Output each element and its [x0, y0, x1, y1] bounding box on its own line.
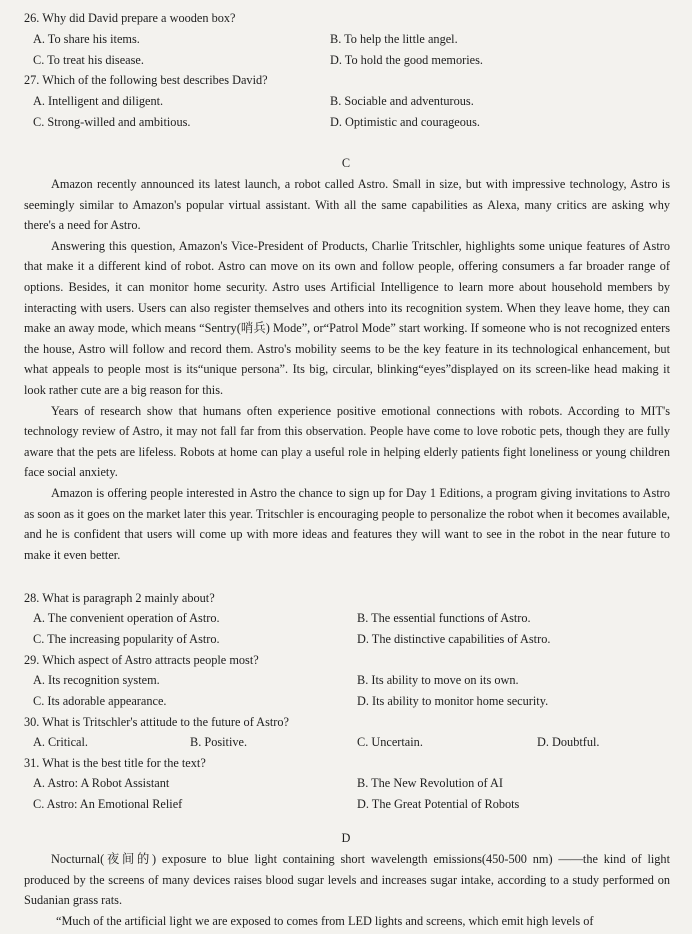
question-29: 29. Which aspect of Astro attracts people most?	[24, 653, 259, 667]
q29-option-d: D. Its ability to monitor home security.	[357, 694, 549, 708]
q29-option-c: C. Its adorable appearance.	[33, 694, 167, 708]
q27-option-c: C. Strong-willed and ambitious.	[33, 115, 191, 129]
q26-option-a: A. To share his items.	[33, 32, 140, 46]
section-c-passage	[24, 174, 670, 565]
q27-option-a: A. Intelligent and diligent.	[33, 94, 164, 108]
q27-option-d: D. Optimistic and courageous.	[330, 115, 480, 129]
section-c-paragraph-4: Amazon is offering people interested in Astro the chance to sign up for Day 1 Editions, a program giving invitations to Astro as soon as it goes on the market later this year. Tritschler is encouraging people to personalize the robot when it becomes available, and he is confident that users will come up with more ideas and features they will want to see in the robot in the near future to make it even better.	[24, 485, 670, 562]
q27-option-b: B. Sociable and adventurous.	[330, 94, 474, 108]
q29-option-b: B. Its ability to move on its own.	[357, 673, 519, 687]
section-c-paragraph-1: Amazon recently announced its latest launch, a robot called Astro. Small in size, but with impressive technology, Astro is seemingly similar to Amazon's popular virtual assistant. With all the same capabilities as Alexa, many critics are asking why there's a need for Astro.	[24, 177, 670, 233]
section-d-heading: D	[341, 831, 351, 845]
q26-option-d: D. To hold the good memories.	[330, 53, 483, 67]
question-31: 31. What is the best title for the text?	[24, 756, 206, 770]
q31-option-b: B. The New Revolution of AI	[357, 776, 503, 790]
q29-option-a: A. Its recognition system.	[33, 673, 160, 687]
q31-option-d: D. The Great Potential of Robots	[357, 797, 520, 811]
q30-option-a: A. Critical.	[33, 735, 88, 749]
q28-option-a: A. The convenient operation of Astro.	[33, 611, 220, 625]
q30-option-d: D. Doubtful.	[537, 735, 600, 749]
q28-option-d: D. The distinctive capabilities of Astro.	[357, 632, 551, 646]
q26-option-b: B. To help the little angel.	[330, 32, 458, 46]
q28-option-b: B. The essential functions of Astro.	[357, 611, 531, 625]
q31-option-a: A. Astro: A Robot Assistant	[33, 776, 170, 790]
q26-option-c: C. To treat his disease.	[33, 53, 144, 67]
section-d-paragraph-2: “Much of the artificial light we are exposed to comes from LED lights and screens, which emit high levels of	[56, 913, 594, 928]
question-26: 26. Why did David prepare a wooden box?	[24, 11, 236, 25]
q31-option-c: C. Astro: An Emotional Relief	[33, 797, 183, 811]
section-c-paragraph-3: Years of research show that humans often experience positive emotional connections with robots. According to MIT's technology review of Astro, it may not fall far from this observation. People have come to love robotic pets, though they are fully aware that the pets are lifeless. Robots at home can play a useful role in helping elderly patients fight loneliness or young children face social anxiety.	[24, 403, 670, 480]
q30-option-c: C. Uncertain.	[357, 735, 423, 749]
q28-option-c: C. The increasing popularity of Astro.	[33, 632, 220, 646]
section-d-passage	[24, 849, 670, 931]
question-30: 30. What is Tritschler's attitude to the future of Astro?	[24, 715, 289, 729]
q30-option-b: B. Positive.	[190, 735, 248, 749]
question-27: 27. Which of the following best describes David?	[24, 73, 268, 87]
question-28: 28. What is paragraph 2 mainly about?	[24, 591, 215, 605]
section-d-paragraph-1: Nocturnal(夜间的) exposure to blue light containing short wavelength emissions(450-500 nm) ——the kind of light produced by the screens of many devices raises blood sugar levels and increases sugar intake, according to a study performed on Sudanian grass rats.	[24, 852, 670, 908]
section-c-paragraph-2: Answering this question, Amazon's Vice-President of Products, Charlie Tritschler, highlights some unique features of Astro that make it a different kind of robot. Astro can move on its own and follow people, offering consumers a far broader range of options. Besides, it can monitor home security. Astro uses Artificial Intelligence to learn more about household members by interacting with users. Users can also register themselves and others into its recognition system. When they leave home, they can make an away mode, which means “Sentry(哨兵) Mode”, or“Patrol Mode” start working. If someone who is not recognized enters the house, Astro will follow and record them. Astro's mobility seems to be the key feature in its technological enhancement, but what appeals to people most is its“unique persona”. Its big, circular, blinking“eyes”displayed on its screen-like head making it look rather cute are a big reason for this.	[24, 238, 670, 397]
section-c-heading: C	[341, 156, 351, 170]
